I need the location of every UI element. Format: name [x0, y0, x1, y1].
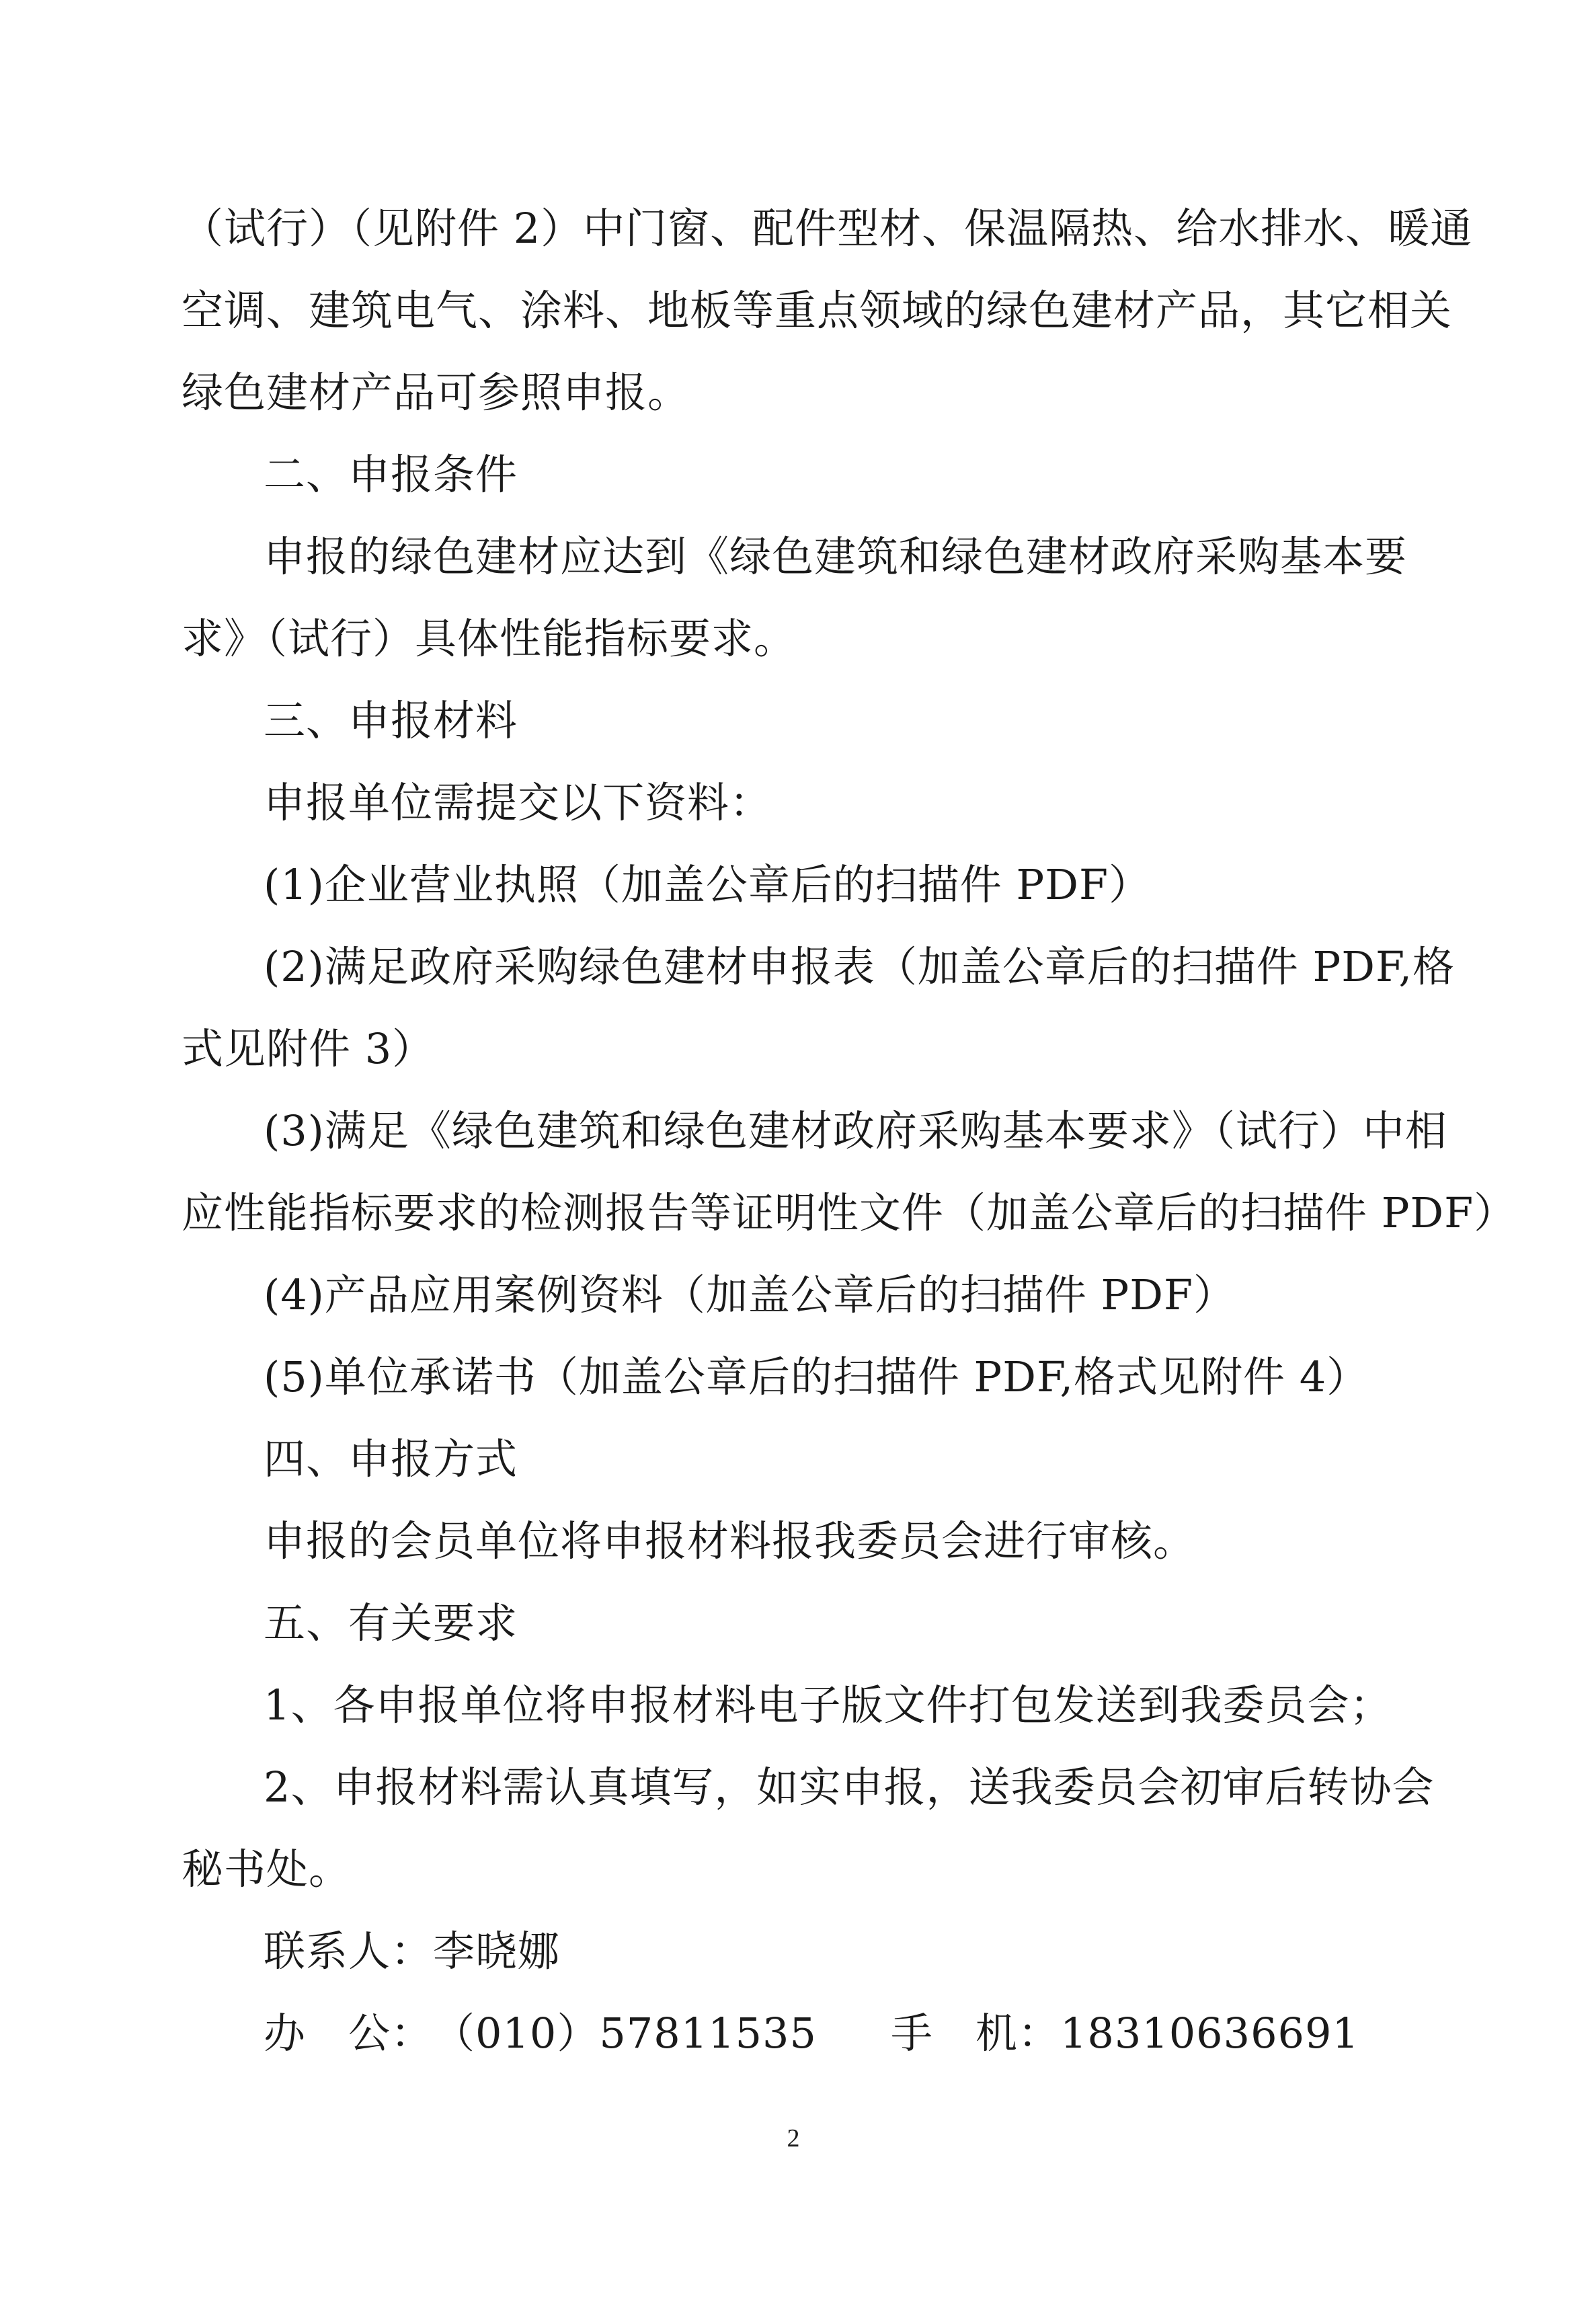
- paragraph-line: 申报单位需提交以下资料：: [264, 778, 772, 827]
- paragraph-line: 求》（试行）具体性能指标要求。: [182, 614, 797, 663]
- list-item-continuation: 式见附件 3）: [182, 1024, 435, 1073]
- list-item: 2、申报材料需认真填写，如实申报，送我委员会初审后转协会: [264, 1763, 1435, 1812]
- list-item: (3)满足《绿色建筑和绿色建材政府采购基本要求》（试行）中相: [264, 1106, 1447, 1155]
- office-number: （010）57811535: [433, 2009, 817, 2058]
- office-label: 办 公：: [264, 2009, 434, 2058]
- paragraph-line: 空调、建筑电气、涂料、地板等重点领域的绿色建材产品，其它相关: [182, 286, 1453, 335]
- list-item: (5)单位承诺书（加盖公章后的扫描件 PDF,格式见附件 4）: [264, 1352, 1369, 1401]
- list-item: (2)满足政府采购绿色建材申报表（加盖公章后的扫描件 PDF,格: [264, 942, 1456, 991]
- section-heading: 四、申报方式: [264, 1434, 518, 1483]
- list-item-continuation: 秘书处。: [182, 1845, 352, 1894]
- list-item: (4)产品应用案例资料（加盖公章后的扫描件 PDF）: [264, 1270, 1236, 1319]
- list-item-continuation: 应性能指标要求的检测报告等证明性文件（加盖公章后的扫描件 PDF）: [182, 1188, 1517, 1237]
- section-heading: 五、有关要求: [264, 1598, 518, 1648]
- section-heading: 二、申报条件: [264, 450, 518, 499]
- section-heading: 三、申报材料: [264, 696, 518, 745]
- page-number: 2: [787, 2124, 800, 2153]
- mobile-number: 18310636691: [1060, 2009, 1359, 2058]
- paragraph-line: 申报的会员单位将申报材料报我委员会进行审核。: [264, 1516, 1196, 1565]
- list-item: 1、各申报单位将申报材料电子版文件打包发送到我委员会；: [264, 1680, 1392, 1730]
- contact-person: 联系人：李晓娜: [264, 1927, 561, 1976]
- contact-phones: [0, 2007, 1592, 2060]
- paragraph-line: 申报的绿色建材应达到《绿色建筑和绿色建材政府采购基本要: [264, 532, 1408, 581]
- paragraph-line: 绿色建材产品可参照申报。: [182, 368, 690, 417]
- paragraph-line: （试行）（见附件 2）中门窗、配件型材、保温隔热、给水排水、暖通: [182, 204, 1473, 253]
- mobile-label: 手 机：: [890, 2009, 1060, 2058]
- list-item: (1)企业营业执照（加盖公章后的扫描件 PDF）: [264, 860, 1151, 909]
